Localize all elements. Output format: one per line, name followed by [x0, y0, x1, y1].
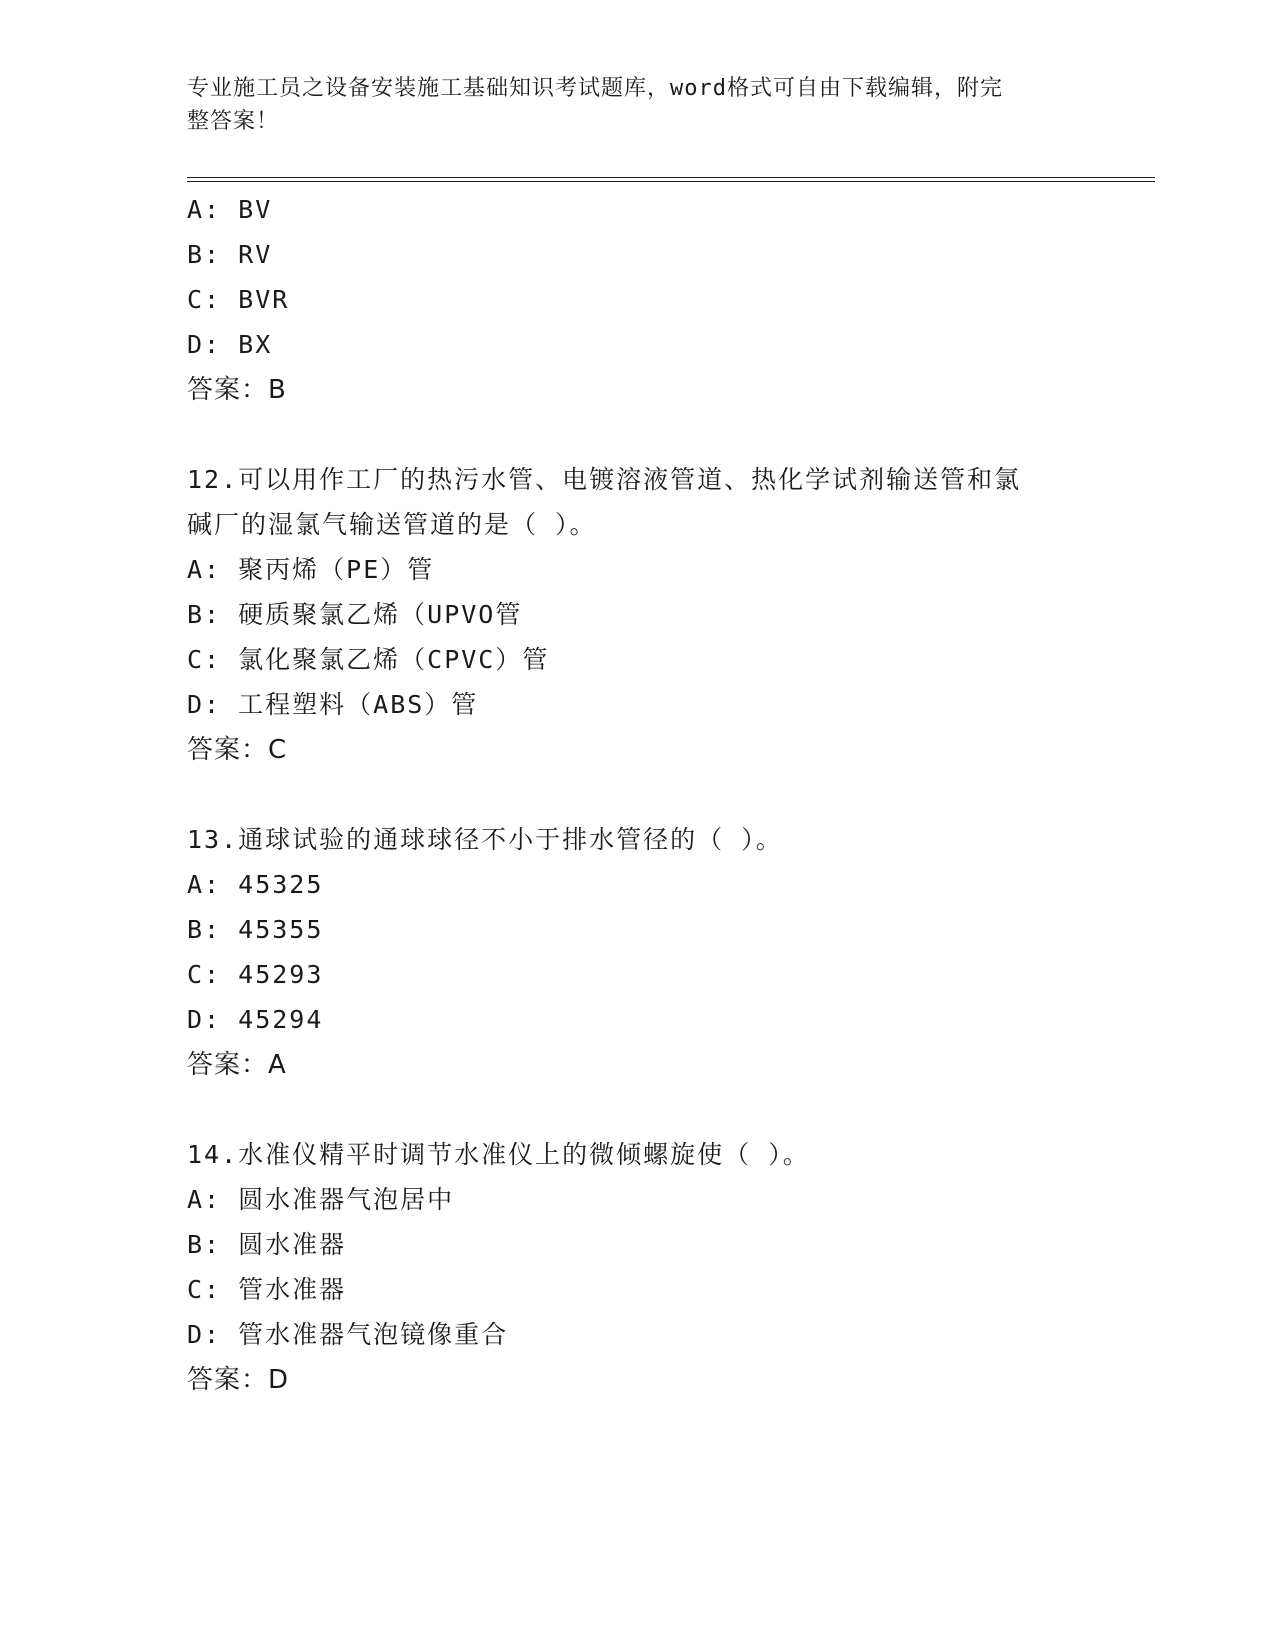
q12-option-c: C: 氯化聚氯乙烯（CPVC）管: [187, 645, 550, 674]
q14-option-c: C: 管水准器: [187, 1275, 347, 1304]
q13-option-a: A: 45325: [187, 870, 324, 899]
q11-option-a: A: BV: [187, 195, 273, 224]
q11-answer: 答案：B: [187, 375, 287, 405]
q12-stem-line-1: 12.可以用作工厂的热污水管、电镀溶液管道、热化学试剂输送管和氯: [187, 465, 1022, 494]
header-line-1: 专业施工员之设备安装施工基础知识考试题库，word格式可自由下载编辑，附完: [187, 76, 1003, 101]
q14-option-b: B: 圆水准器: [187, 1230, 347, 1259]
document-header: [187, 72, 1067, 138]
header-divider-top: [187, 177, 1155, 178]
q13-option-d: D: 45294: [187, 1005, 324, 1034]
header-divider-bottom: [187, 181, 1155, 182]
q14-option-a: A: 圆水准器气泡居中: [187, 1185, 455, 1214]
q12-option-a: A: 聚丙烯（PE）管: [187, 555, 435, 584]
q14-option-d: D: 管水准器气泡镜像重合: [187, 1320, 509, 1349]
q13-option-c: C: 45293: [187, 960, 324, 989]
q12-option-d: D: 工程塑料（ABS）管: [187, 690, 479, 719]
q11-option-d: D: BX: [187, 330, 273, 359]
q13-answer: 答案：A: [187, 1050, 287, 1080]
q12-stem-line-2: 碱厂的湿氯气输送管道的是（ ）。: [187, 510, 597, 539]
q12-option-b: B: 硬质聚氯乙烯（UPVO管: [187, 600, 523, 629]
q12-answer: 答案：C: [187, 735, 288, 765]
header-line-2: 整答案！: [187, 109, 280, 134]
q13-option-b: B: 45355: [187, 915, 324, 944]
q11-option-b: B: RV: [187, 240, 273, 269]
q13-stem: 13.通球试验的通球球径不小于排水管径的（ ）。: [187, 825, 783, 854]
q11-option-c: C: BVR: [187, 285, 290, 314]
q14-stem: 14.水准仪精平时调节水准仪上的微倾螺旋使（ ）。: [187, 1140, 810, 1169]
q14-answer: 答案：D: [187, 1365, 290, 1395]
